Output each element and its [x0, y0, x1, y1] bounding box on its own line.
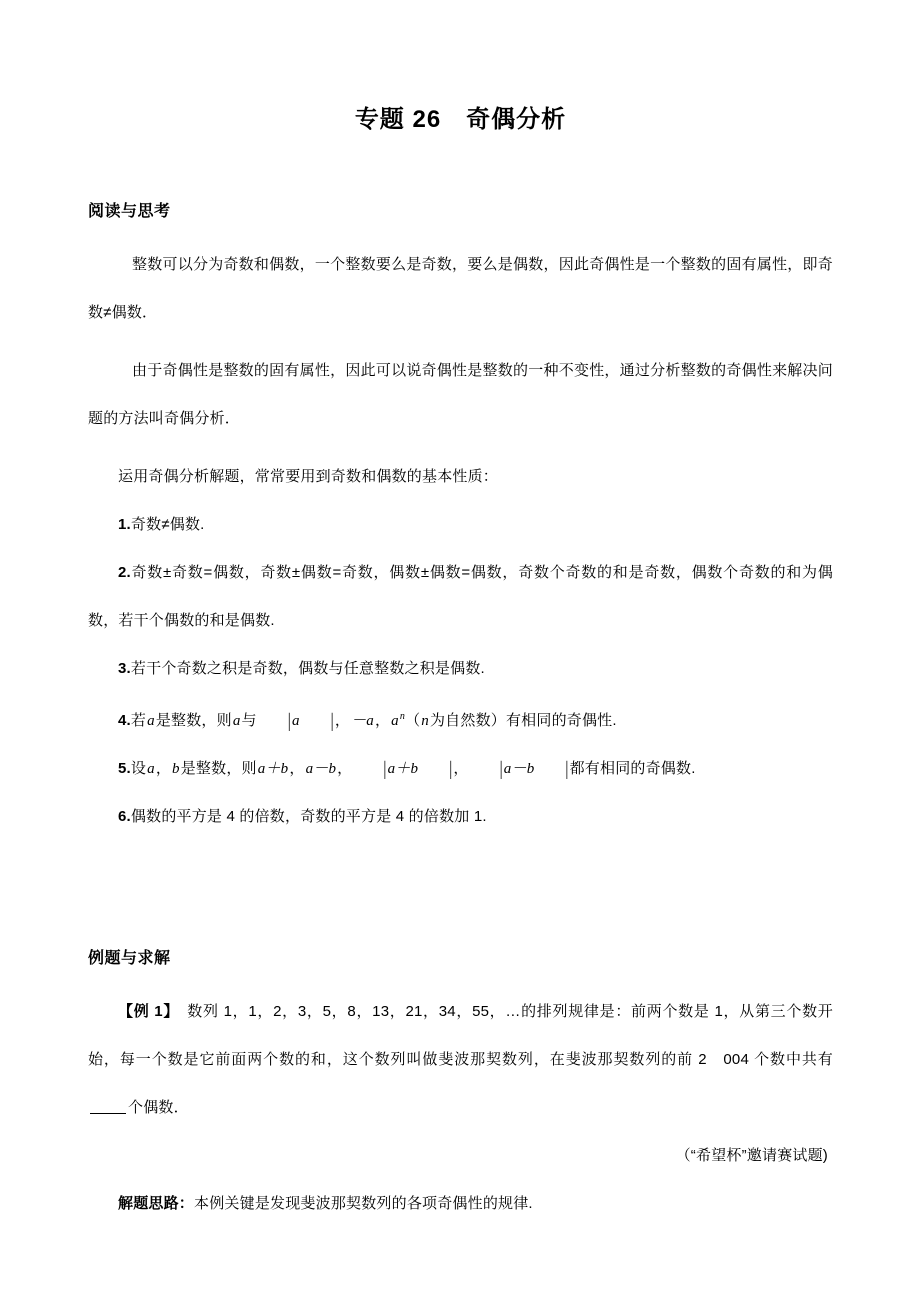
property-item-5 — [88, 745, 833, 793]
property-text-5b: ， — [155, 760, 172, 778]
property-item-3 — [88, 645, 833, 693]
property-text-5f: ， — [453, 760, 469, 778]
property-text-5a: 设 — [130, 760, 147, 778]
property-number-4: 4. — [118, 712, 131, 730]
reading-paragraph-1: 整数可以分为奇数和偶数，一个整数要么是奇数，要么是偶数，因此奇偶性是一个整数的固有属性，即奇数≠偶数． — [88, 256, 833, 322]
property-number-2: 2. — [118, 564, 131, 582]
example-1-text-a: 数列 1，1，2，3，5，8，13，21，34，55，…的排列规律是：前两个数是 1，从第三个数开始，每一个数是它前面两个数的和，这个数列叫做斐波那契数列，在斐波那契数列的前 2 004 个数中共有 — [88, 1003, 833, 1069]
example-1-body — [88, 988, 833, 1132]
reading-paragraph-2: 由于奇偶性是整数的固有属性，因此可以说奇偶性是整数的一种不变性，通过分析整数的奇偶性来解决问题的方法叫奇偶分析． — [88, 362, 833, 428]
section-heading-examples: 例题与求解 — [88, 950, 171, 968]
example-1-hint — [88, 1180, 833, 1228]
property-text-2: 奇数±奇数=偶数，奇数±偶数=奇数，偶数±偶数=偶数，奇数个奇数的和是奇数，偶数个奇数的和为偶数，若干个偶数的和是偶数. — [88, 564, 833, 630]
property-text-1: 奇数≠偶数. — [130, 516, 205, 534]
reading-paragraph-3: 运用奇偶分析解题，常常要用到奇数和偶数的基本性质： — [118, 468, 499, 486]
property-text-4f: （ — [405, 712, 421, 730]
property-text-5g: 都有相同的奇偶数. — [569, 760, 696, 778]
property-item-2 — [88, 549, 833, 645]
property-item-1 — [88, 501, 833, 549]
property-number-1: 1. — [118, 516, 131, 534]
page-title: 专题 26 奇偶分析 — [354, 106, 567, 133]
property-text-5e: ， — [337, 760, 353, 778]
math-var-a3: a — [147, 761, 155, 778]
math-diff-ab: a－b — [305, 761, 337, 778]
property-number-6: 6. — [118, 808, 131, 826]
example-1-hint-label: 解题思路： — [118, 1195, 195, 1213]
property-text-4g: 为自然数）有相同的奇偶性. — [429, 712, 617, 730]
example-1-label: 【例 1】 — [118, 1003, 172, 1021]
property-number-5: 5. — [118, 760, 131, 778]
math-abs-sum-ab: | a＋b | — [352, 761, 453, 777]
math-var-b1: b — [172, 761, 180, 778]
math-abs-diff-ab: | a－b | — [469, 761, 570, 777]
math-neg-a: －a — [351, 713, 374, 730]
math-base-a: a — [391, 713, 399, 730]
property-text-4c: 与 — [241, 712, 257, 730]
property-text-4b: 是整数，则 — [155, 712, 232, 730]
math-var-a1: a — [147, 713, 155, 730]
math-var-a2: a — [232, 713, 241, 730]
property-number-3: 3. — [118, 660, 131, 678]
property-text-5d: ， — [289, 760, 305, 778]
property-text-4a: 若 — [130, 712, 147, 730]
math-exponent-n: n — [399, 711, 406, 723]
math-power-an — [390, 712, 405, 729]
property-text-4d: ， — [334, 712, 351, 730]
property-text-6: 偶数的平方是 4 的倍数，奇数的平方是 4 的倍数加 1. — [130, 808, 487, 826]
page-content — [88, 0, 833, 1228]
property-text-4e: ， — [374, 712, 391, 730]
section-heading-reading: 阅读与思考 — [88, 203, 171, 221]
math-var-n: n — [421, 713, 429, 730]
property-item-6 — [88, 793, 833, 841]
example-1-hint-text: 本例关键是发现斐波那契数列的各项奇偶性的规律. — [194, 1195, 533, 1213]
example-1-answer-blank[interactable] — [90, 1113, 126, 1114]
math-sum-ab: a＋b — [257, 761, 289, 778]
math-abs-a: | a | — [257, 713, 335, 729]
property-item-4 — [88, 693, 833, 745]
example-1-text-b: 个偶数． — [128, 1099, 189, 1117]
example-1-source: （“希望杯”邀请赛试题) — [675, 1147, 828, 1165]
property-text-3: 若干个奇数之积是奇数，偶数与任意整数之积是偶数. — [130, 660, 485, 678]
property-text-5c: 是整数，则 — [180, 760, 257, 778]
